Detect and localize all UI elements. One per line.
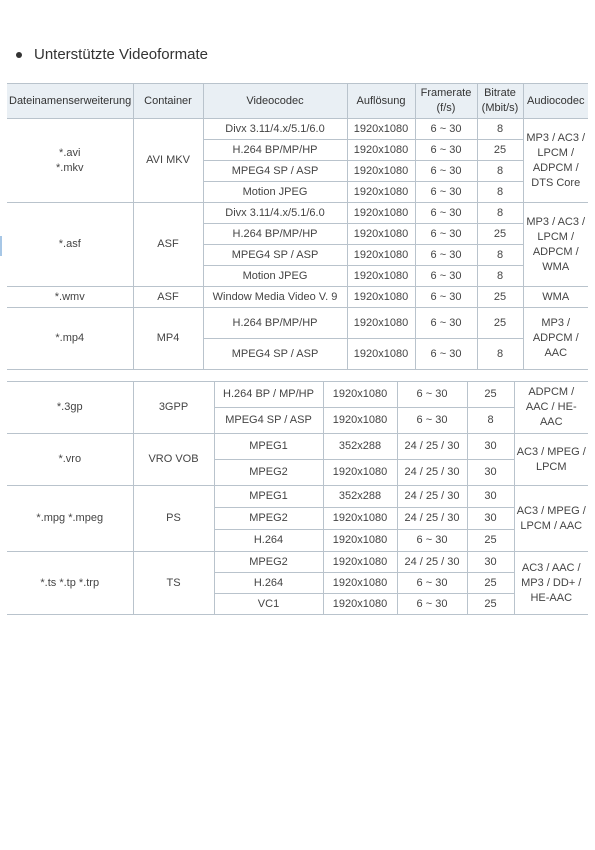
framerate-cell: 24 / 25 / 30	[397, 486, 467, 508]
bitrate-cell: 25	[477, 140, 523, 161]
videocodec-cell: MPEG4 SP / ASP	[214, 408, 323, 434]
framerate-cell: 6 ~ 30	[397, 382, 467, 408]
resolution-cell: 1920x1080	[347, 339, 415, 370]
header-bitrate: Bitrate (Mbit/s)	[477, 84, 523, 119]
videocodec-cell: H.264	[214, 573, 323, 594]
audiocodec-cell: MP3 / AC3 / LPCM / ADPCM / WMA	[523, 203, 588, 287]
videocodec-cell: VC1	[214, 594, 323, 615]
table-row	[7, 203, 588, 224]
audiocodec-cell: ADPCM / AAC / HE-AAC	[514, 382, 588, 434]
heading-text: Unterstützte Videoformate	[34, 46, 208, 63]
extension-cell: *.ts *.tp *.trp	[7, 552, 133, 615]
resolution-cell: 1920x1080	[347, 203, 415, 224]
bitrate-cell: 30	[467, 486, 514, 508]
framerate-cell: 6 ~ 30	[397, 530, 467, 552]
resolution-cell: 1920x1080	[347, 119, 415, 140]
video-formats-table-1	[7, 83, 588, 370]
resolution-cell: 1920x1080	[323, 552, 397, 573]
resolution-cell: 352x288	[323, 486, 397, 508]
framerate-cell: 6 ~ 30	[415, 266, 477, 287]
framerate-cell: 6 ~ 30	[415, 161, 477, 182]
videocodec-cell: Motion JPEG	[203, 182, 347, 203]
resolution-cell: 1920x1080	[347, 140, 415, 161]
framerate-cell: 24 / 25 / 30	[397, 460, 467, 486]
video-formats-table-2	[7, 381, 588, 615]
audiocodec-cell: AC3 / MPEG / LPCM / AAC	[514, 486, 588, 552]
videocodec-cell: MPEG4 SP / ASP	[203, 245, 347, 266]
videocodec-cell: Divx 3.11/4.x/5.1/6.0	[203, 203, 347, 224]
bitrate-cell: 8	[477, 266, 523, 287]
bitrate-cell: 8	[467, 408, 514, 434]
bitrate-cell: 25	[477, 308, 523, 339]
header-resolution: Auflösung	[347, 84, 415, 119]
header-container: Container	[133, 84, 203, 119]
videocodec-cell: Window Media Video V. 9	[203, 287, 347, 308]
header-videocodec: Videocodec	[203, 84, 347, 119]
framerate-cell: 6 ~ 30	[397, 573, 467, 594]
framerate-cell: 24 / 25 / 30	[397, 508, 467, 530]
audiocodec-cell: MP3 / ADPCM / AAC	[523, 308, 588, 370]
container-cell: TS	[133, 552, 214, 615]
table-row	[7, 119, 588, 140]
videocodec-cell: MPEG4 SP / ASP	[203, 339, 347, 370]
framerate-cell: 6 ~ 30	[415, 224, 477, 245]
header-extension: Dateinamenserweiterung	[7, 84, 133, 119]
table-row	[7, 434, 588, 460]
resolution-cell: 1920x1080	[347, 224, 415, 245]
videocodec-cell: H.264 BP/MP/HP	[203, 308, 347, 339]
header-row	[7, 84, 588, 119]
container-cell: MP4	[133, 308, 203, 370]
bitrate-cell: 30	[467, 434, 514, 460]
bitrate-cell: 8	[477, 182, 523, 203]
framerate-cell: 6 ~ 30	[415, 339, 477, 370]
extension-cell: *.avi *.mkv	[7, 119, 133, 203]
videocodec-cell: H.264 BP/MP/HP	[203, 140, 347, 161]
bitrate-cell: 25	[477, 224, 523, 245]
section-heading	[16, 46, 208, 63]
bitrate-cell: 8	[477, 339, 523, 370]
videocodec-cell: MPEG4 SP / ASP	[203, 161, 347, 182]
bitrate-cell: 30	[467, 460, 514, 486]
resolution-cell: 1920x1080	[347, 266, 415, 287]
audiocodec-cell: AC3 / MPEG / LPCM	[514, 434, 588, 486]
resolution-cell: 1920x1080	[323, 460, 397, 486]
table-row	[7, 486, 588, 508]
resolution-cell: 1920x1080	[323, 594, 397, 615]
framerate-cell: 6 ~ 30	[415, 287, 477, 308]
extension-cell: *.3gp	[7, 382, 133, 434]
videocodec-cell: MPEG2	[214, 552, 323, 573]
framerate-cell: 6 ~ 30	[415, 119, 477, 140]
bullet-icon	[16, 52, 22, 58]
header-audiocodec: Audiocodec	[523, 84, 588, 119]
framerate-cell: 6 ~ 30	[415, 140, 477, 161]
container-cell: ASF	[133, 287, 203, 308]
audiocodec-cell: AC3 / AAC / MP3 / DD+ / HE-AAC	[514, 552, 588, 615]
framerate-cell: 6 ~ 30	[415, 308, 477, 339]
container-cell: VRO VOB	[133, 434, 214, 486]
videocodec-cell: MPEG2	[214, 508, 323, 530]
framerate-cell: 6 ~ 30	[415, 182, 477, 203]
videocodec-cell: Motion JPEG	[203, 266, 347, 287]
bitrate-cell: 8	[477, 245, 523, 266]
videocodec-cell: MPEG1	[214, 486, 323, 508]
resolution-cell: 352x288	[323, 434, 397, 460]
container-cell: 3GPP	[133, 382, 214, 434]
resolution-cell: 1920x1080	[347, 245, 415, 266]
bitrate-cell: 25	[467, 594, 514, 615]
videocodec-cell: H.264 BP/MP/HP	[203, 224, 347, 245]
table-row	[7, 308, 588, 339]
framerate-cell: 24 / 25 / 30	[397, 552, 467, 573]
bitrate-cell: 30	[467, 552, 514, 573]
extension-cell: *.mp4	[7, 308, 133, 370]
table-row	[7, 287, 588, 308]
extension-cell: *.vro	[7, 434, 133, 486]
resolution-cell: 1920x1080	[323, 408, 397, 434]
resolution-cell: 1920x1080	[347, 182, 415, 203]
extension-cell: *.asf	[7, 203, 133, 287]
framerate-cell: 6 ~ 30	[415, 203, 477, 224]
container-cell: ASF	[133, 203, 203, 287]
videocodec-cell: MPEG1	[214, 434, 323, 460]
bitrate-cell: 25	[467, 573, 514, 594]
bitrate-cell: 8	[477, 119, 523, 140]
header-framerate: Framerate (f/s)	[415, 84, 477, 119]
resolution-cell: 1920x1080	[323, 530, 397, 552]
bitrate-cell: 8	[477, 203, 523, 224]
bitrate-cell: 25	[467, 382, 514, 408]
audiocodec-cell: WMA	[523, 287, 588, 308]
framerate-cell: 24 / 25 / 30	[397, 434, 467, 460]
container-cell: AVI MKV	[133, 119, 203, 203]
audiocodec-cell: MP3 / AC3 / LPCM / ADPCM / DTS Core	[523, 119, 588, 203]
bitrate-cell: 25	[477, 287, 523, 308]
videocodec-cell: Divx 3.11/4.x/5.1/6.0	[203, 119, 347, 140]
bitrate-cell: 25	[467, 530, 514, 552]
extension-cell: *.wmv	[7, 287, 133, 308]
resolution-cell: 1920x1080	[347, 287, 415, 308]
resolution-cell: 1920x1080	[323, 508, 397, 530]
videocodec-cell: MPEG2	[214, 460, 323, 486]
table-row	[7, 552, 588, 573]
resolution-cell: 1920x1080	[347, 308, 415, 339]
resolution-cell: 1920x1080	[347, 161, 415, 182]
extension-cell: *.mpg *.mpeg	[7, 486, 133, 552]
framerate-cell: 6 ~ 30	[397, 408, 467, 434]
resolution-cell: 1920x1080	[323, 573, 397, 594]
table-row	[7, 382, 588, 408]
page-edge-marker	[0, 236, 2, 256]
framerate-cell: 6 ~ 30	[415, 245, 477, 266]
resolution-cell: 1920x1080	[323, 382, 397, 408]
bitrate-cell: 8	[477, 161, 523, 182]
framerate-cell: 6 ~ 30	[397, 594, 467, 615]
bitrate-cell: 30	[467, 508, 514, 530]
videocodec-cell: H.264	[214, 530, 323, 552]
container-cell: PS	[133, 486, 214, 552]
videocodec-cell: H.264 BP / MP/HP	[214, 382, 323, 408]
